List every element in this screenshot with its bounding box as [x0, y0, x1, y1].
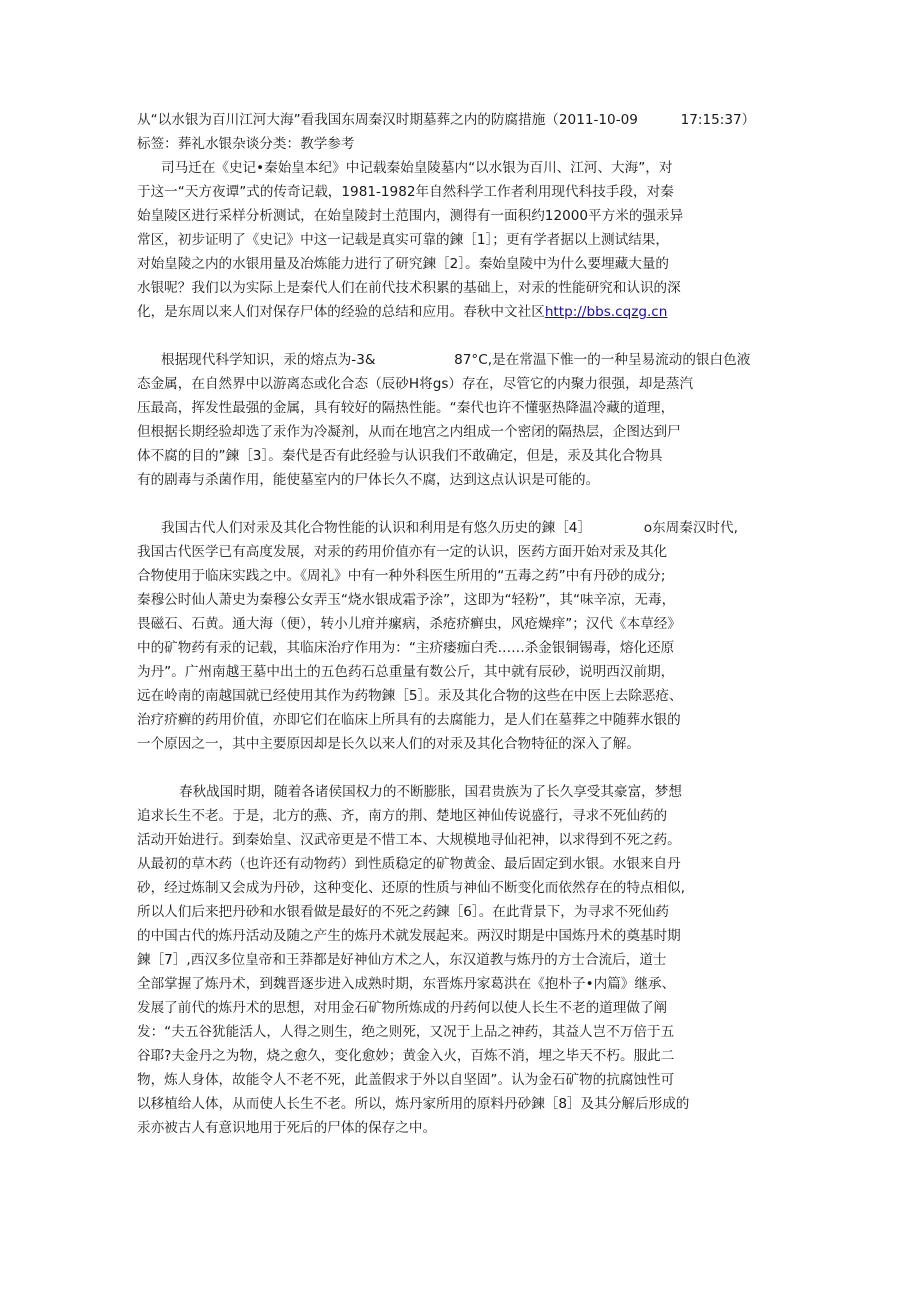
paragraph-line: 远在岭南的南越国就已经使用其作为药物鍊［5］。汞及其化合物的这些在中医上去除恶疮、 [137, 688, 683, 704]
paragraph-text: 化，是东周以来人们对保存尸体的经验的总结和应用。春秋中文社区 [137, 304, 545, 320]
paragraph-line: 治疗疥癣的药用价值，亦即它们在临床上所具有的去腐能力，是人们在墓葬之中随葬水银的 [137, 712, 681, 728]
paragraph-line: 春秋战国时期，随着各诸侯国权力的不断膨胀，国君贵族为了长久享受其豪富，梦想 [179, 784, 682, 800]
paragraph-line: 发展了前代的炼丹术的思想，对用金石矿物所炼成的丹药何以使人长生不老的道理做了阐 [137, 1000, 668, 1016]
paragraph-line: 汞亦被古人有意识地用于死后的尸体的保存之中。 [137, 1120, 437, 1136]
paragraph-line [161, 519, 738, 537]
paragraph-line: 发：“夫五谷犹能活人，人得之则生，绝之则死，又况于上品之神药，其益人岂不万倍于五 [137, 1024, 675, 1040]
paragraph-line: 但根据长期经验却选了汞作为冷凝剂，从而在地宫之内组成一个密闭的隔热层，企图达到尸 [137, 424, 681, 440]
paragraph-line: 全部掌握了炼丹术，到魏晋逐步进入成熟时期，东晋炼丹家葛洪在《抱朴子•内篇》继承、 [137, 976, 676, 992]
paragraph-line: 为丹”。广州南越王墓中出土的五色药石总重量有数公斤，其中就有辰砂，说明西汉前期， [137, 664, 675, 680]
document-title [137, 111, 755, 129]
paragraph-line: 鍊［7］,西汉多位皇帝和王莽都是好神仙方术之人，东汉道教与炼丹的方士合流后，道士 [137, 952, 667, 968]
paragraph-line: 压最高，挥发性最强的金属，具有较好的隔热性能。“秦代也许不懂驱热降温冷藏的道理， [137, 400, 675, 416]
paragraph-line: 水银呢？我们以为实际上是秦代人们在前代技术积累的基础上，对汞的性能研究和认识的深 [137, 280, 681, 296]
title-time: 17:15:37） [680, 112, 756, 128]
paragraph-text: o东周秦汉时代, [643, 520, 738, 536]
paragraph-line: 秦穆公时仙人萧史为秦穆公女弄玉“烧水银成霜予涂”，这即为“轻粉”，其“味辛凉，无毒， [137, 592, 676, 608]
paragraph-text: 根据现代科学知识，汞的熔点为-3& [161, 352, 376, 368]
paragraph-line: 司马迁在《史记•秦始皇本纪》中记载秦始皇陵墓内“以水银为百川、江河、大海”，对 [161, 160, 673, 176]
paragraph-line: 谷耶?夫金丹之为物，烧之愈久，变化愈妙；黄金入火，百炼不消，埋之毕天不朽。服此二 [137, 1048, 675, 1064]
paragraph-line [161, 351, 750, 369]
paragraph-line: 于这一“天方夜谭”式的传奇记载，1981-1982年自然科学工作者利用现代科技手段，对秦 [137, 184, 674, 200]
paragraph-line: 活动开始进行。到秦始皇、汉武帝更是不惜工本、大规模地寻仙祀神，以求得到不死之药。 [137, 832, 681, 848]
paragraph-line: 畏磁石、石黄。通大海（便），转小儿疳并瘰病，杀疮疥癣虫，风疮燥痒”；汉代《本草经》 [137, 616, 681, 632]
title-text: 从“以水银为百川江河大海”看我国东周秦汉时期墓葬之内的防腐措施（2011-10-09 [137, 112, 638, 128]
paragraph-line: 追求长生不老。于是，北方的燕、齐，南方的荆、楚地区神仙传说盛行，寻求不死仙药的 [137, 808, 668, 824]
paragraph-line: 我国古代医学已有高度发展，对汞的药用价值亦有一定的认识，医药方面开始对汞及其化 [137, 544, 668, 560]
paragraph-line: 始皇陵区进行采样分析测试，在始皇陵封土范围内，测得有一面积约12000平方米的强汞异 [137, 208, 684, 224]
paragraph-line: 对始皇陵之内的水银用量及冶炼能力进行了研究鍊［2］。秦始皇陵中为什么要埋藏大量的 [137, 256, 670, 272]
paragraph-line: 中的矿物药有汞的记载，其临床治疗作用为：“主疥瘘痂白秃……杀金银铜锡毒，熔化还原 [137, 640, 675, 656]
paragraph-line: 所以人们后来把丹砂和水银看做是最好的不死之药鍊［6］。在此背景下，为寻求不死仙药 [137, 904, 670, 920]
paragraph-line: 以移植给人体，从而使人长生不老。所以，炼丹家所用的原料丹砂鍊［8］及其分解后形成的 [137, 1096, 690, 1112]
paragraph-text: 87°C,是在常温下惟一的一种呈易流动的银白色液 [454, 352, 751, 368]
community-link[interactable]: http://bbs.cqzg.cn [544, 304, 668, 320]
paragraph-line: 有的剧毒与杀菌作用，能使墓室内的尸体长久不腐，达到这点认识是可能的。 [137, 472, 600, 488]
paragraph-line: 从最初的草木药（也许还有动物药）到性质稳定的矿物黄金、最后固定到水银。水银来自丹 [137, 856, 681, 872]
paragraph-line: 态金属，在自然界中以游离态或化合态（辰砂H将gs）存在，尽管它的内聚力很强，却是蒸汽 [137, 376, 694, 392]
paragraph-line: 体不腐的目的”鍊［3］。秦代是否有此经验与认识我们不敢确定，但是，汞及其化合物具 [137, 448, 663, 464]
paragraph-line [137, 303, 667, 321]
paragraph-line: 砂，经过炼制又会成为丹砂，这种变化、还原的性质与神仙不断变化而依然存在的特点相似, [137, 880, 686, 896]
paragraph-text: 我国古代人们对汞及其化合物性能的认识和利用是有悠久历史的鍊［4］ [161, 520, 592, 536]
tags-line: 标签：葬礼水银杂谈分类：教学参考 [137, 136, 355, 152]
paragraph-line: 合物使用于临床实践之中。《周礼》中有一种外科医生所用的“五毒之药”中有丹砂的成分; [137, 568, 666, 584]
paragraph-line: 的中国古代的炼丹活动及随之产生的炼丹术就发展起来。两汉时期是中国炼丹术的奠基时期 [137, 928, 681, 944]
paragraph-line: 常区，初步证明了《史记》中这一记载是真实可靠的鍊［1］；更有学者据以上测试结果， [137, 232, 670, 248]
paragraph-line: 物，炼人身体，故能令人不老不死，此盖假求于外以自坚固”。认为金石矿物的抗腐蚀性可 [137, 1072, 675, 1088]
paragraph-line: 一个原因之一，其中主要原因却是长久以来人们的对汞及其化合物特征的深入了解。 [137, 736, 640, 752]
